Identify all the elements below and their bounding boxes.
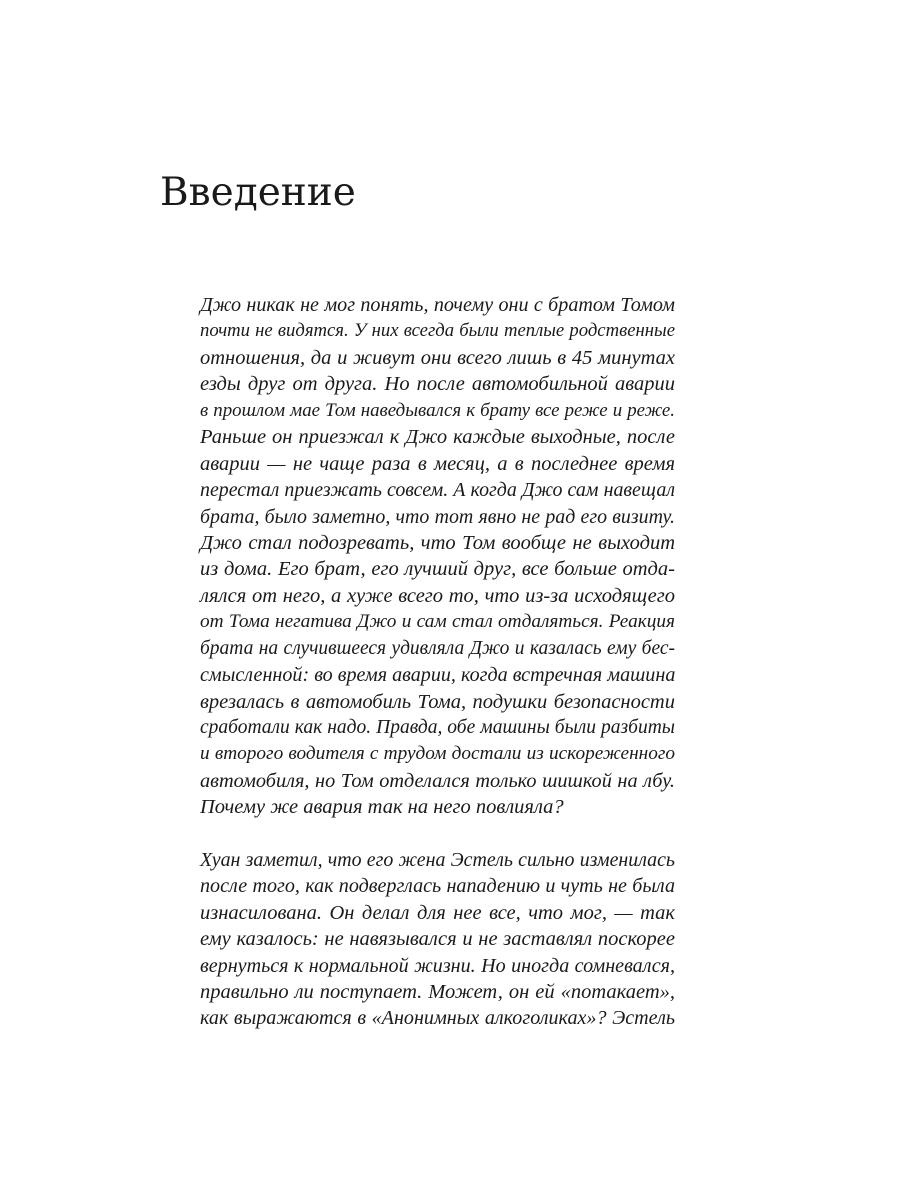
text-line: брата, было заметно, что тот явно не рад его визиту. [200,505,675,528]
text-line: от Тома негатива Джо и сам стал отдаляться. Реакция [200,611,675,633]
chapter-title: Введение [160,170,356,215]
body-text [200,292,675,1032]
text-line: аварии — не чаще раза в месяц, а в последнее время [200,452,675,475]
text-line: ему казалось: не навязывался и не заставлял поскорее [200,928,675,951]
text-line: врезалась в автомобиль Тома, подушки безопасности [200,690,675,713]
text-line: Раньше он приезжал к Джо каждые выходные, после [200,426,675,449]
text-line: брата на случившееся удивляла Джо и казалась ему бес- [200,637,675,659]
text-line: после того, как подверглась нападению и чуть не была [200,875,675,898]
text-line: Хуан заметил, что его жена Эстель сильно изменилась [200,848,675,871]
text-line: и второго водителя с трудом достали из искореженного [200,743,675,765]
text-line: Джо стал подозревать, что Том вообще не выходит [200,531,675,554]
paragraph-juan-and-estelle [200,847,675,1032]
text-line: езды друг от друга. Но после автомобильной аварии [200,373,675,396]
text-line: Почему же авария так на него повлияла? [200,796,564,819]
text-line: автомобиля, но Том отделался только шишкой на лбу. [200,769,675,792]
text-line: почти не видятся. У них всегда были теплые родственные [200,320,675,342]
text-line: как выражаются в «Анонимных алкоголиках»? Эстель [200,1007,675,1030]
text-line: лялся от него, а хуже всего то, что из-за исходящего [200,584,675,607]
text-line: сработали как надо. Правда, обе машины были разбиты [200,717,675,738]
text-line: отношения, да и живут они всего лишь в 45 минутах [200,346,675,369]
text-line: правильно ли поступает. Может, он ей «потакает», [200,980,675,1003]
text-line: перестал приезжать совсем. А когда Джо сам навещал [200,479,675,502]
text-line: вернуться к нормальной жизни. Но иногда сомневался, [200,954,675,977]
text-line: в прошлом мае Том наведывался к брату все реже и реже. [200,399,675,421]
paragraph-joe-and-tom [200,292,675,821]
text-line: из дома. Его брат, его лучший друг, все больше отда- [200,558,675,581]
text-line: изнасилована. Он делал для нее все, что мог, — так [200,901,675,924]
text-line: смысленной: во время аварии, когда встречная машина [200,664,676,687]
text-line: Джо никак не мог понять, почему они с братом Томом [200,294,675,316]
